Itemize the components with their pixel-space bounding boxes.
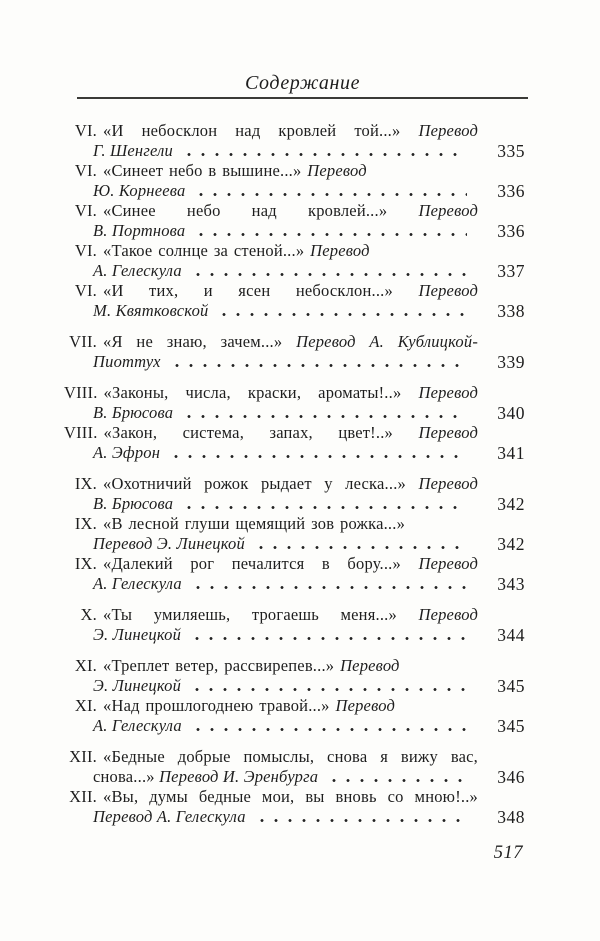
entry-translator-name <box>93 534 245 554</box>
entry-number: IX. <box>74 514 97 533</box>
entry-leader-line <box>64 221 528 241</box>
entry-number: VI. <box>74 121 97 140</box>
entry-title-line <box>64 121 528 141</box>
toc-entry <box>64 787 528 827</box>
entry-page-number: 343 <box>497 574 525 594</box>
dot-leader <box>327 767 467 787</box>
entry-line2-italic: В. Портнова <box>93 221 186 240</box>
entry-page-number: 338 <box>497 301 525 321</box>
entry-number: VI. <box>74 281 97 300</box>
dot-leader <box>254 534 467 554</box>
page-title: Содержание <box>244 72 361 94</box>
entry-line2-italic: В. Брюсова <box>93 403 174 422</box>
entry-translation-label: Перевод <box>418 474 478 493</box>
entry-page-number: 348 <box>497 807 525 827</box>
entry-translator-name <box>93 221 185 241</box>
entry-title: «Синее небо над кровлей...» <box>103 201 388 220</box>
entry-title: «И тих, и ясен небосклон...» <box>103 281 393 300</box>
entry-leader-line <box>64 676 528 696</box>
entry-translator-name <box>93 574 182 594</box>
entry-title: «Далекий рог печалится в бору...» <box>103 554 401 573</box>
entry-translator-name <box>93 261 182 281</box>
entry-title: «Синеет небо в вышине...» <box>103 161 302 180</box>
entry-number: XI. <box>74 656 97 675</box>
entry-page-number: 342 <box>497 534 525 554</box>
entry-title: «Ты умиляешь, трогаешь меня...» <box>103 605 397 624</box>
entry-line2-italic: Э. Линецкой <box>93 676 182 695</box>
entry-translation-label: Перевод <box>418 201 479 220</box>
toc-entry <box>64 241 528 281</box>
entry-title: «Бедные добрые помыслы, снова я вижу вас, <box>103 747 478 766</box>
entry-translator-name <box>93 494 173 514</box>
entry-text <box>104 383 478 403</box>
entry-line2-italic: Перевод А. Гелескула <box>93 807 246 826</box>
entry-translation-label: Перевод <box>418 383 478 402</box>
toc-entry <box>64 696 528 736</box>
entry-page-number: 337 <box>497 261 525 281</box>
entry-line2-italic: Э. Линецкой <box>93 625 182 644</box>
entry-page-number: 345 <box>497 716 525 736</box>
entry-leader-line <box>64 807 528 827</box>
dot-leader <box>191 574 467 594</box>
entry-line2-italic: А. Гелескула <box>93 261 182 280</box>
dot-leader <box>194 181 467 201</box>
dot-leader <box>169 443 467 463</box>
entry-line2-italic: Г. Шенгели <box>93 141 173 160</box>
entry-leader-line <box>64 261 528 281</box>
entry-title-line <box>64 281 528 301</box>
entry-page-number: 335 <box>497 141 525 161</box>
entry-text <box>103 696 478 716</box>
entry-number: XII. <box>69 747 97 766</box>
toc-entry <box>64 332 528 372</box>
entry-line2-italic: В. Брюсова <box>93 494 174 513</box>
entry-number: IX. <box>74 474 97 493</box>
entry-title: «Закон, система, запах, цвет!..» <box>103 423 393 442</box>
entry-translation-label: Перевод <box>335 696 396 715</box>
entry-line2-italic: Перевод И. Эренбурга <box>159 767 319 786</box>
entry-page-number: 345 <box>497 676 525 696</box>
entry-page-number: 342 <box>497 494 525 514</box>
entry-translator-name <box>93 301 208 321</box>
entry-translation-label: Перевод <box>418 423 478 442</box>
entry-title-line <box>64 605 528 625</box>
entry-title: «В лесной глуши щемящий зов рожка...» <box>103 514 406 533</box>
entry-title: «И небосклон над кровлей той...» <box>103 121 401 140</box>
entry-line2-italic: М. Квятковской <box>93 301 209 320</box>
entry-leader-line <box>64 534 528 554</box>
toc-entry <box>64 201 528 241</box>
entry-page-number: 346 <box>497 767 525 787</box>
entry-leader-line <box>64 625 528 645</box>
toc-entry <box>64 656 528 696</box>
entry-number: VII. <box>69 332 97 351</box>
entry-title: «Над прошлогоднею травой...» <box>103 696 330 715</box>
entry-leader-line <box>64 716 528 736</box>
entry-title-line <box>64 161 528 181</box>
entry-title: «Треплет ветер, рассвирепев...» <box>103 656 335 675</box>
entry-translator-name <box>93 181 185 201</box>
entry-number: VIII. <box>64 423 98 442</box>
entry-leader-line <box>64 403 528 423</box>
entry-line2-italic: Пиоттух <box>93 352 161 371</box>
entry-title-line <box>64 423 528 443</box>
entry-page-number: 341 <box>497 443 525 463</box>
entry-title-line <box>64 241 528 261</box>
entry-translator-name <box>93 443 160 463</box>
entry-text <box>104 423 478 443</box>
entry-page-number: 336 <box>497 221 525 241</box>
entry-number: X. <box>80 605 97 624</box>
entry-translator-name <box>93 676 181 696</box>
entry-title-line <box>64 696 528 716</box>
entry-line2-roman: снова...» <box>93 767 155 786</box>
entry-page-number: 340 <box>497 403 525 423</box>
toc-entry <box>64 514 528 554</box>
entry-page-number: 344 <box>497 625 525 645</box>
dot-leader <box>255 807 467 827</box>
entry-page-number: 336 <box>497 181 525 201</box>
entry-title-line <box>64 474 528 494</box>
dot-leader <box>170 352 467 372</box>
toc-entry <box>64 281 528 321</box>
dot-leader <box>190 676 467 696</box>
entry-translator-name <box>93 767 318 787</box>
entry-translation-label: Перевод <box>418 605 479 624</box>
entry-translation-label: Перевод <box>418 281 478 300</box>
entry-translation-label: Перевод А. Кублицкой- <box>296 332 479 351</box>
entry-number: XI. <box>74 696 97 715</box>
entry-page-number: 339 <box>497 352 525 372</box>
entry-text <box>103 554 478 574</box>
page-number-folio: 517 <box>493 843 523 863</box>
entry-text <box>103 747 478 767</box>
entry-leader-line <box>64 181 528 201</box>
entry-title: «Законы, числа, краски, ароматы!..» <box>103 383 402 402</box>
entry-translator-name <box>93 625 181 645</box>
entry-title-line <box>64 201 528 221</box>
entry-number: IX. <box>74 554 97 573</box>
dot-leader <box>182 141 467 161</box>
entry-title: «Вы, думы бедные мои, вы вновь со мною!..» <box>103 787 478 806</box>
entry-title-line <box>64 383 528 403</box>
entry-line2-italic: Ю. Корнеева <box>93 181 186 200</box>
entry-text <box>103 605 478 625</box>
entry-text <box>103 656 478 676</box>
entry-line2-italic: А. Эфрон <box>93 443 161 462</box>
entry-title: «Такое солнце за стеной...» <box>103 241 305 260</box>
entry-title: «Я не знаю, зачем...» <box>103 332 283 351</box>
entry-translation-label: Перевод <box>418 121 479 140</box>
entry-line2-italic: А. Гелескула <box>93 574 182 593</box>
entry-text <box>103 332 478 352</box>
toc-entry <box>64 554 528 594</box>
header-rule <box>77 97 528 99</box>
entry-translation-label: Перевод <box>310 241 370 260</box>
entry-line2-italic: Перевод Э. Линецкой <box>93 534 245 553</box>
entry-translator-name <box>93 403 173 423</box>
toc-entry <box>64 383 528 423</box>
entry-leader-line <box>64 443 528 463</box>
entry-number: VI. <box>74 201 97 220</box>
dot-leader <box>191 261 467 281</box>
entry-title-line <box>64 656 528 676</box>
entry-translator-name <box>93 141 173 161</box>
entry-title-line <box>64 514 528 534</box>
entry-title-line <box>64 747 528 767</box>
dot-leader <box>190 625 467 645</box>
entry-text <box>103 201 478 221</box>
entry-leader-line <box>64 574 528 594</box>
entry-number: VI. <box>74 161 97 180</box>
entry-title-line <box>64 787 528 807</box>
entry-leader-line <box>64 494 528 514</box>
entry-number: VI. <box>74 241 97 260</box>
entry-translation-label: Перевод <box>418 554 479 573</box>
dot-leader <box>217 301 467 321</box>
entry-title-line <box>64 332 528 352</box>
entry-number: VIII. <box>64 383 98 402</box>
toc-entry <box>64 161 528 201</box>
toc-entry <box>64 423 528 463</box>
entry-text <box>103 161 478 181</box>
dot-leader <box>182 494 467 514</box>
entry-text <box>103 514 478 534</box>
entry-number: XII. <box>69 787 97 806</box>
entry-translator-name <box>93 352 161 372</box>
entry-text <box>103 281 478 301</box>
entry-text <box>103 241 478 261</box>
entry-title: «Охотничий рожок рыдает у леска...» <box>103 474 406 493</box>
toc-entry <box>64 605 528 645</box>
entry-title-line <box>64 554 528 574</box>
entry-leader-line <box>64 767 528 787</box>
entry-translator-name <box>93 716 182 736</box>
entry-translation-label: Перевод <box>307 161 367 180</box>
entry-line2-italic: А. Гелескула <box>93 716 182 735</box>
entry-translator-name <box>93 807 246 827</box>
dot-leader <box>191 716 467 736</box>
toc-entry <box>64 747 528 787</box>
entry-leader-line <box>64 352 528 372</box>
entry-text <box>103 787 478 807</box>
dot-leader <box>194 221 467 241</box>
entry-leader-line <box>64 301 528 321</box>
toc-entry <box>64 121 528 161</box>
entry-translation-label: Перевод <box>340 656 400 675</box>
entry-leader-line <box>64 141 528 161</box>
entry-text <box>103 121 478 141</box>
dot-leader <box>182 403 467 423</box>
toc-entry <box>64 474 528 514</box>
toc-list <box>64 121 528 827</box>
entry-text <box>103 474 478 494</box>
